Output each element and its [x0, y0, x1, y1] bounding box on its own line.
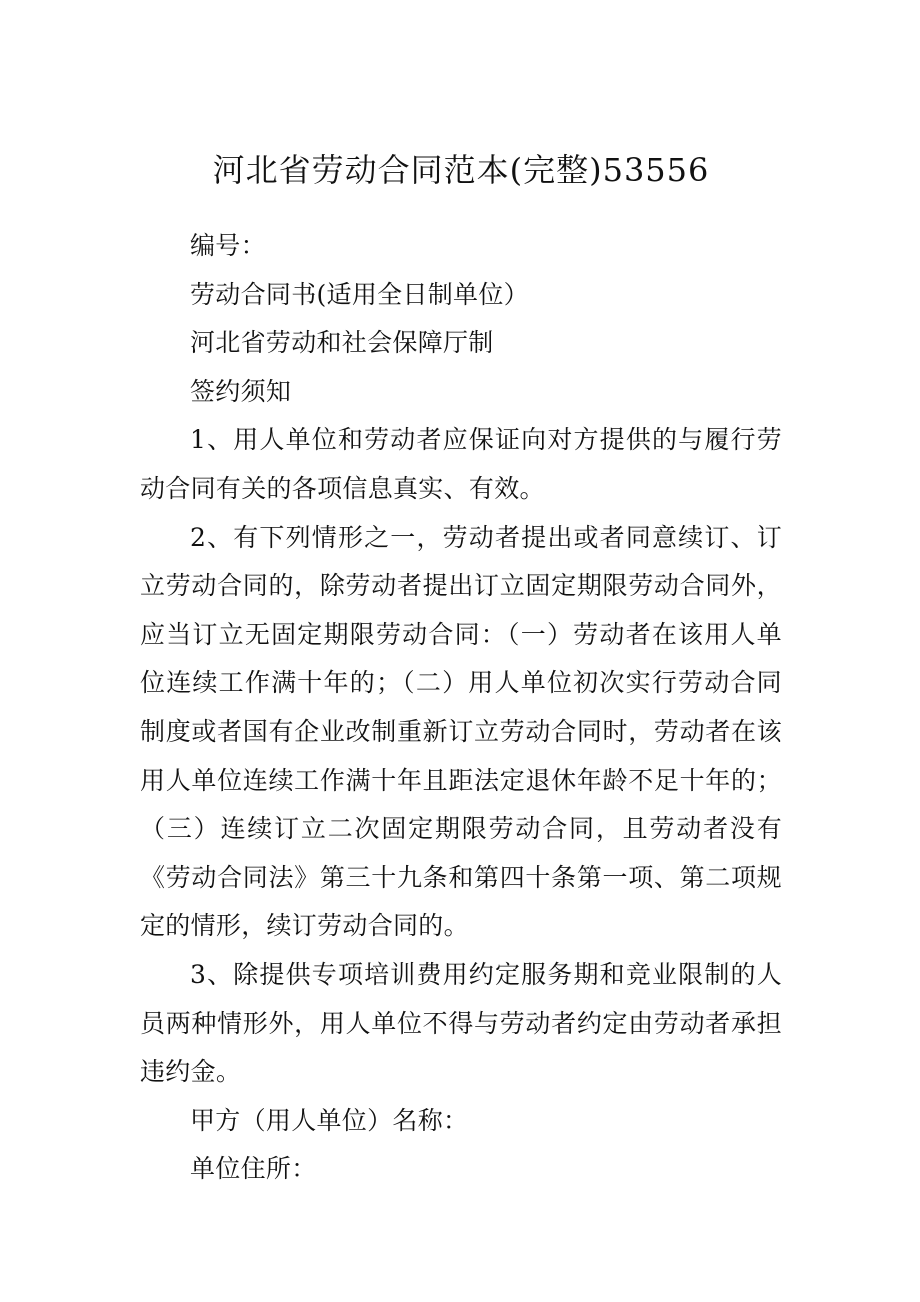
- issuer-line: 河北省劳动和社会保障厅制: [190, 328, 494, 358]
- document-body: [140, 222, 782, 1194]
- notice-item-1: 1、用人单位和劳动者应保证向对方提供的与履行劳动合同有关的各项信息真实、有效。: [140, 425, 782, 503]
- notice-item-2: 2、有下列情形之一，劳动者提出或者同意续订、订立劳动合同的，除劳动者提出订立固定期限劳动合同外，应当订立无固定期限劳动合同：（一）劳动者在该用人单位连续工作满十年的；（二）用人单位初次实行劳动合同制度或者国有企业改制重新订立劳动合同时，劳动者在该用人单位连续工作满十年且距法定退休年龄不足十年的；（三）连续订立二次固定期限劳动合同，且劳动者没有《劳动合同法》第三十九条和第四十条第一项、第二项规定的情形，续订劳动合同的。: [140, 522, 782, 941]
- document-title: 河北省劳动合同范本(完整)53556: [212, 151, 710, 189]
- signing-notice-heading: 签约须知: [190, 376, 292, 406]
- contract-type-line: 劳动合同书(适用全日制单位）: [190, 279, 529, 309]
- serial-number-label: 编号：: [190, 231, 266, 260]
- party-a-name-field: 甲方（用人单位）名称：: [190, 1105, 469, 1135]
- notice-item-3: 3、除提供专项培训费用约定服务期和竞业限制的人员两种情形外，用人单位不得与劳动者约定由劳动者承担违约金。: [140, 959, 782, 1087]
- party-a-address-field: 单位住所：: [190, 1154, 317, 1184]
